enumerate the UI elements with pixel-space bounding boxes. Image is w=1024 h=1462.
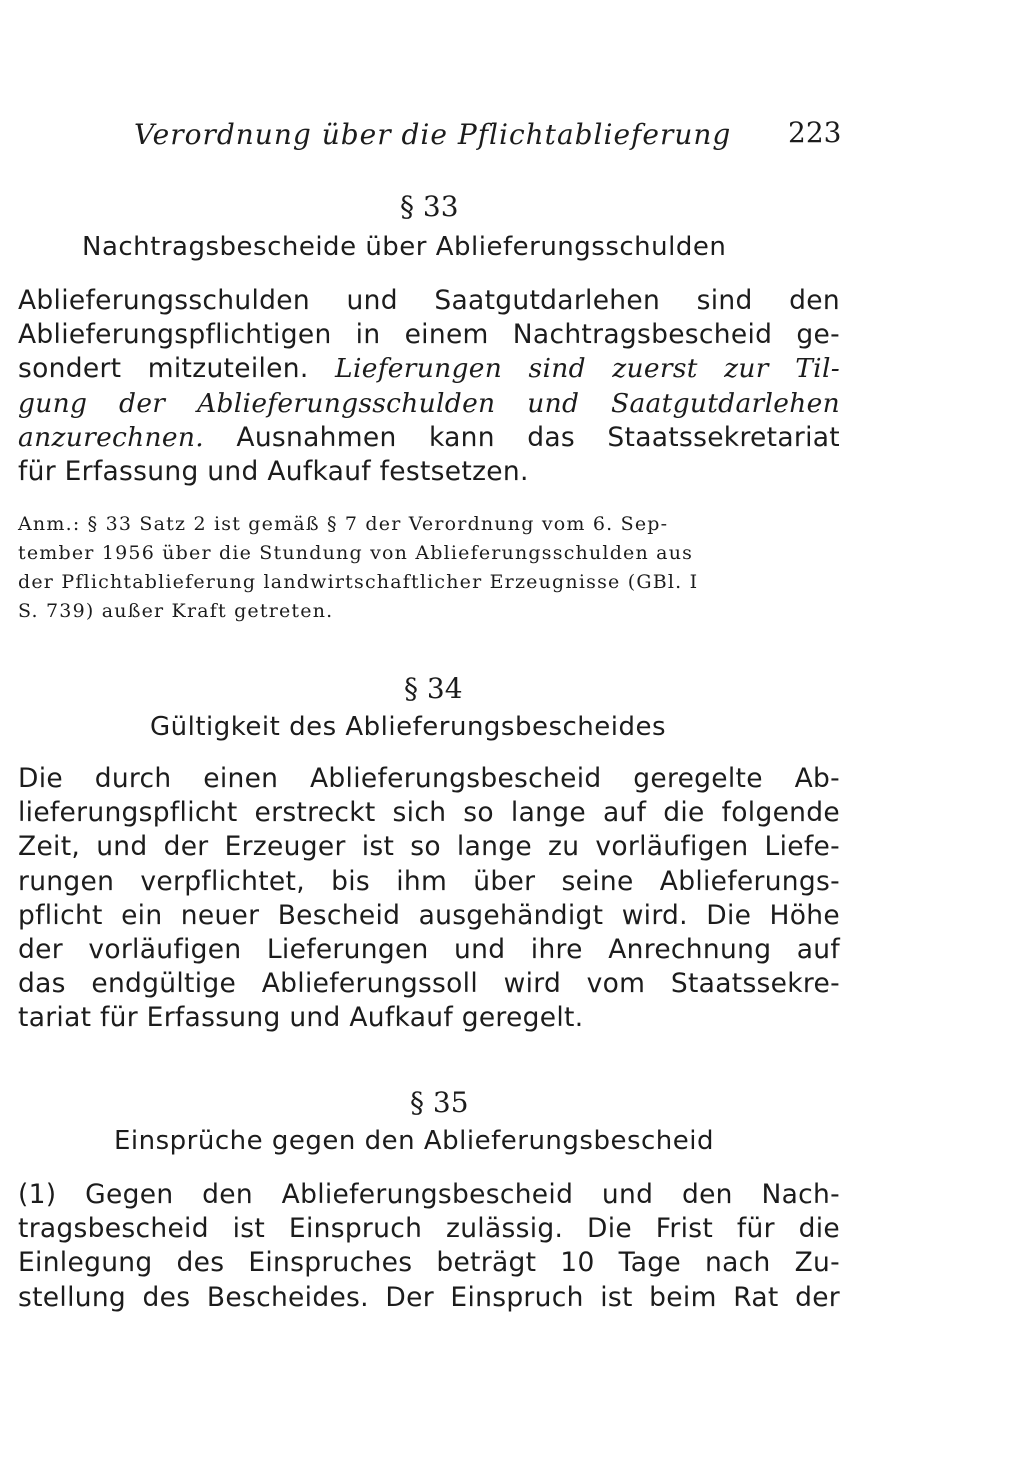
paragraph-line: Einlegung des Einspruches beträgt 10 Tage nach Zu- bbox=[18, 1247, 840, 1279]
note-line: S. 739) außer Kraft getreten. bbox=[18, 600, 334, 622]
note-line: tember 1956 über die Stundung von Ablieferungsschulden aus bbox=[18, 542, 694, 564]
paragraph-segment: sondert mitzuteilen. bbox=[18, 353, 309, 385]
paragraph-line bbox=[18, 352, 840, 386]
paragraph-line: tragsbescheid ist Einspruch zulässig. Die Frist für die bbox=[18, 1213, 840, 1245]
paragraph-line: Die durch einen Ablieferungsbescheid geregelte Ab- bbox=[18, 763, 840, 794]
paragraph-line: lieferungspflicht erstreckt sich so lange auf die folgende bbox=[18, 797, 840, 829]
paragraph-segment: Ausnahmen kann das Staatssekretariat bbox=[236, 421, 840, 453]
paragraph-line: rungen verpflichtet, bis ihm über seine Ablieferungs- bbox=[18, 865, 840, 897]
note-line: der Pflichtablieferung landwirtschaftlicher Erzeugnisse (GBl. I bbox=[18, 571, 699, 593]
section-33-title: Nachtragsbescheide über Ablieferungsschulden bbox=[82, 232, 727, 262]
section-33-paragraph bbox=[18, 284, 840, 489]
section-34-title: Gültigkeit des Ablieferungsbescheides bbox=[150, 712, 667, 742]
paragraph-line bbox=[18, 421, 840, 455]
annotation-note bbox=[18, 510, 840, 626]
running-title: Verordnung über die Pflichtablieferung bbox=[134, 118, 732, 151]
note-line: Anm.: § 33 Satz 2 ist gemäß § 7 der Verordnung vom 6. Sep- bbox=[18, 513, 669, 535]
page-number: 223 bbox=[788, 116, 842, 149]
section-35-paragraph bbox=[18, 1178, 840, 1315]
paragraph-line: der vorläufigen Lieferungen und ihre Anrechnung auf bbox=[18, 933, 840, 965]
paragraph-line-italic: gung der Ablieferungsschulden und Saatgutdarlehen bbox=[18, 387, 840, 419]
italic-segment: anzurechnen. bbox=[18, 421, 204, 453]
paragraph-line: für Erfassung und Aufkauf festsetzen. bbox=[18, 455, 529, 487]
section-35-number: § 35 bbox=[410, 1086, 469, 1119]
italic-segment: Lieferungen sind zuerst zur Til- bbox=[335, 353, 840, 385]
paragraph-line: (1) Gegen den Ablieferungsbescheid und den Nach- bbox=[18, 1179, 840, 1210]
paragraph-line: Ablieferungsschulden und Saatgutdarlehen sind den bbox=[18, 285, 840, 316]
section-35-title: Einsprüche gegen den Ablieferungsbescheid bbox=[114, 1126, 714, 1156]
section-34-number: § 34 bbox=[404, 672, 463, 705]
paragraph-line: Ablieferungspflichtigen in einem Nachtragsbescheid ge- bbox=[18, 319, 840, 351]
paragraph-line: pflicht ein neuer Bescheid ausgehändigt wird. Die Höhe bbox=[18, 899, 840, 931]
section-33-number: § 33 bbox=[400, 190, 459, 223]
section-34-paragraph bbox=[18, 762, 840, 1036]
paragraph-line: das endgültige Ablieferungssoll wird vom Staatssekre- bbox=[18, 968, 840, 1000]
paragraph-line: tariat für Erfassung und Aufkauf geregelt. bbox=[18, 1002, 584, 1034]
paragraph-line: stellung des Bescheides. Der Einspruch ist beim Rat der bbox=[18, 1281, 840, 1313]
paragraph-line: Zeit, und der Erzeuger ist so lange zu vorläufigen Liefe- bbox=[18, 831, 840, 863]
